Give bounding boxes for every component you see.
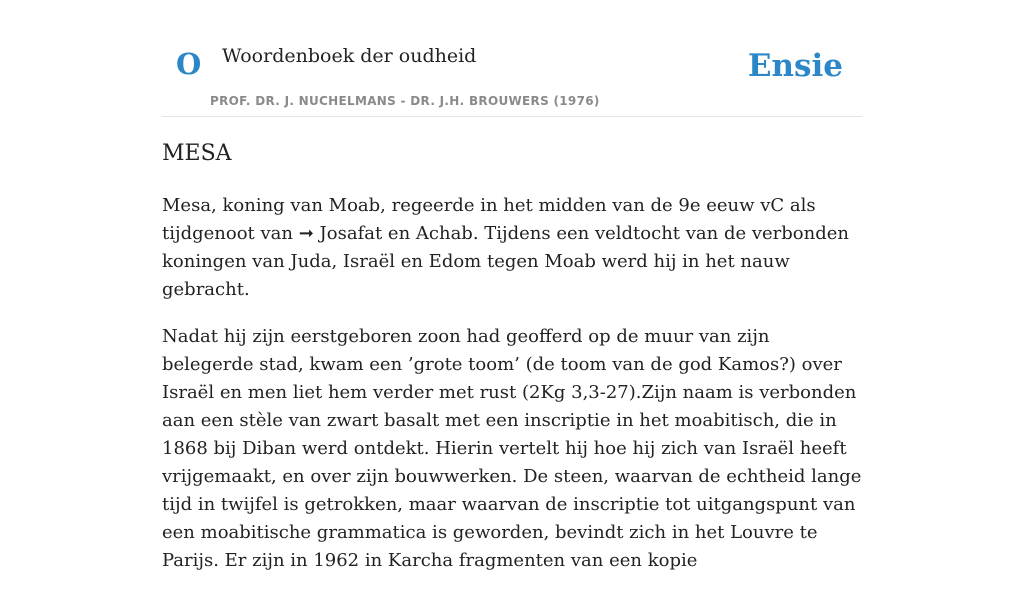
paragraph-1: [162, 192, 864, 304]
arrow-right-icon: ➞: [298, 223, 314, 244]
entry-body: [162, 192, 864, 594]
brand-logo[interactable]: Ensie: [747, 48, 843, 84]
letter-badge: O: [176, 47, 202, 81]
crossref-link-josafat[interactable]: [299, 223, 382, 244]
book-authors: PROF. DR. J. NUCHELMANS - DR. J.H. BROUWERS (1976): [210, 94, 600, 108]
book-title[interactable]: Woordenboek der oudheid: [222, 45, 477, 67]
paragraph-1-text-start: Mesa, koning van Moab, regeerde in het midden van de 9e eeuw vC als tijdgenoot van: [162, 195, 816, 244]
paragraph-2: Nadat hij zijn eerstgeboren zoon had geofferd op de muur van zijn belegerde stad, kwam een ’grote toom’ (de toom van de god Kamos?) over Israël en men liet hem verder met rust (2Kg 3,3-27).Zijn naam is verbonden aan een stèle van zwart basalt met een inscriptie in het moabitisch, die in 1868 bij Diban werd ontdekt. Hierin vertelt hij hoe hij zich van Israël heeft vrijgemaakt, en over zijn bouwwerken. De steen, waarvan de echtheid lange tijd in twijfel is getrokken, maar waarvan de inscriptie tot uitgangspunt van een moabitische grammatica is geworden, bevindt zich in het Louvre te Parijs. Er zijn in 1962 in Karcha fragmenten van een kopie: [162, 326, 862, 571]
book-header: [162, 0, 862, 117]
crossref-label: Josafat: [319, 223, 383, 244]
paragraph-1-text-end: en Achab. Tijdens een veldtocht van de verbonden koningen van Juda, Israël en Edom tegen Moab werd hij in het nauw gebracht.: [162, 223, 850, 300]
entry-title: MESA: [162, 141, 232, 166]
